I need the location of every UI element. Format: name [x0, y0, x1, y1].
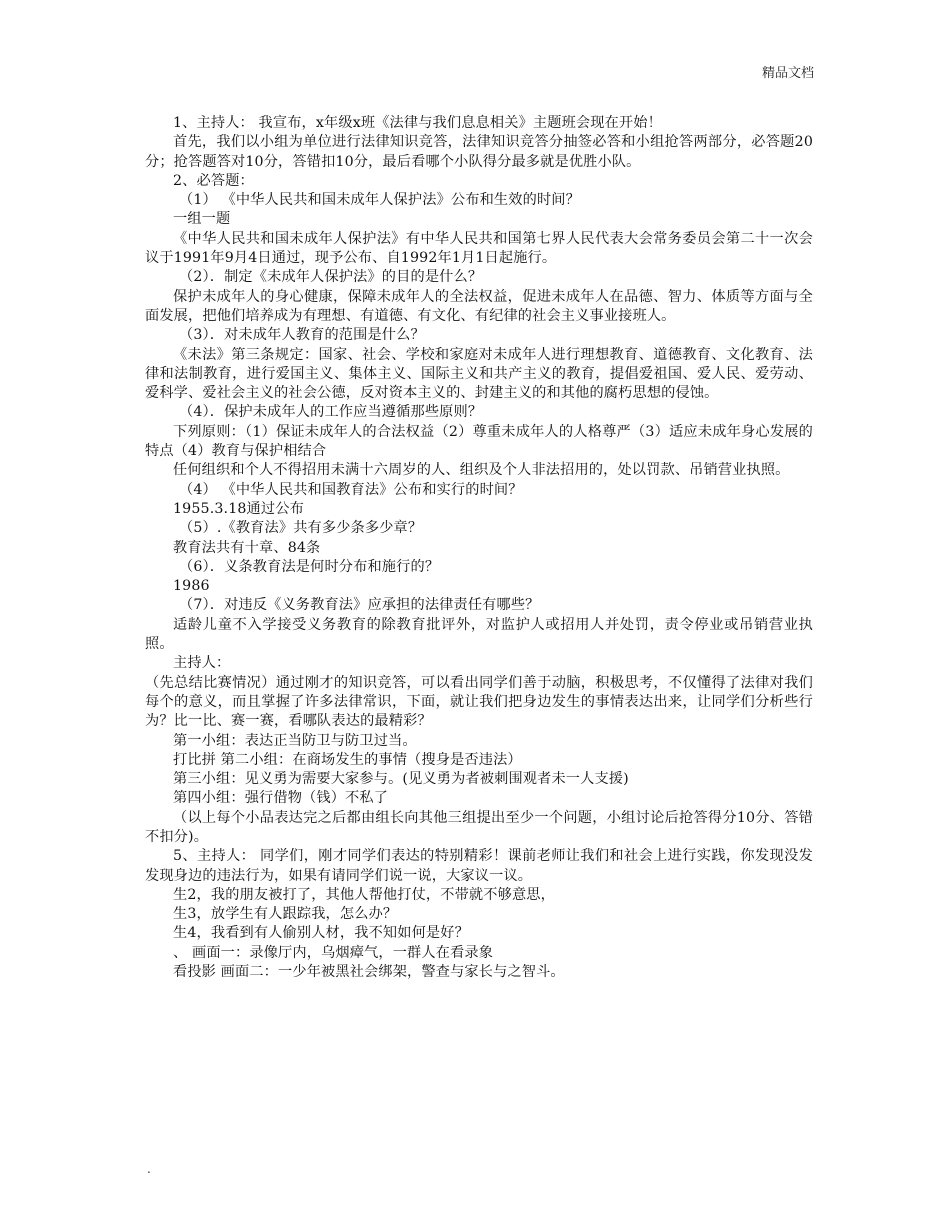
paragraph: 1986: [173, 578, 210, 595]
paragraph: 首先，我们以小组为单位进行法律知识竞答，法律知识竞答分抽签必答和小组抢答两部分，必答题20分；抢答题答对10分，答错扣10分，最后看哪个小队得分最多就是优胜小队。: [145, 134, 813, 170]
paragraph: （2）．制定《未成年人保护法》的目的是什么？: [179, 269, 483, 286]
paragraph: 、 画面一：录像厅内，乌烟瘴气，一群人在看录象: [173, 944, 494, 961]
paragraph: （3）．对未成年人教育的范围是什么？: [179, 327, 425, 344]
paragraph: 任何组织和个人不得招用未满十六周岁的人、组织及个人非法招用的，处以罚款、吊销营业执照。: [173, 462, 790, 479]
paragraph: 1、主持人： 我宣布，x年级x班《法律与我们息息相关》主题班会现在开始！: [173, 115, 662, 131]
paragraph: 生2，我的朋友被打了，其他人帮他打仗，不带就不够意思，: [173, 886, 555, 903]
footer-mark: .: [147, 1162, 151, 1176]
paragraph: 2、必答题：: [173, 172, 254, 189]
paragraph: 下列原则：（1）保证未成年人的合法权益（2）尊重未成年人的人格尊严（3）适应未成年身心发展的特点（4）教育与保护相结合: [145, 423, 813, 460]
paragraph: （1） 《中华人民共和国未成年人保护法》公布和生效的时间？: [179, 192, 580, 209]
paragraph: 看投影 画面二：一少年被黑社会绑架，警查与家长与之智斗。: [173, 964, 565, 981]
paragraph: 第四小组：强行借物（钱）不私了: [173, 790, 389, 807]
header-tag: 精品文档: [761, 66, 814, 81]
paragraph: （4）．保护未成年人的工作应当遵循那些原则？: [179, 404, 483, 421]
paragraph: 一组一题: [173, 211, 231, 228]
paragraph: 适龄儿童不入学接受义务教育的除教育批评外，对监护人或招用人并处罚，责令停业或吊销营业执照。: [145, 616, 813, 653]
paragraph: 生3，放学生有人跟踪我，怎么办？: [173, 906, 398, 923]
paragraph: 打比拼 第二小组：在商场发生的事情（搜身是否违法）: [173, 751, 522, 768]
paragraph: 第一小组：表达正当防卫与防卫过当。: [173, 732, 417, 749]
paragraph: （7）．对违反《义务教育法》应承担的法律责任有哪些？: [179, 597, 540, 614]
paragraph: 保护未成年人的身心健康，保障未成年人的全法权益，促进未成年人在品德、智力、体质等方面与全面发展，把他们培养成为有理想、有道德、有文化、有纪律的社会主义事业接班人。: [145, 288, 813, 324]
paragraph: （5）.《教育法》共有多少条多少章？: [179, 520, 423, 537]
document-body: [145, 114, 813, 982]
paragraph: 第三小组：见义勇为需要大家参与。(见义勇为者被刺围观者未一人支援): [173, 771, 629, 788]
paragraph: 教育法共有十章、84条: [173, 539, 321, 556]
paragraph: 1955.3.18通过公布: [173, 500, 304, 517]
paragraph: 《中华人民共和国未成年人保护法》有中华人民共和国第七界人民代表大会常务委员会第二十一次会议于1991年9月4日通过，现予公布、自1992年1月1日起施行。: [145, 230, 813, 267]
paragraph: （以上每个小品表达完之后都由组长向其他三组提出至少一个问题，小组讨论后抢答得分10分、答错不扣分)。: [145, 809, 813, 845]
paragraph: （6）．义条教育法是何时分布和施行的？: [179, 558, 440, 575]
paragraph: （先总结比赛情况）通过刚才的知识竞答，可以看出同学们善于动脑，积极思考，不仅懂得了法律对我们每个的意义，而且掌握了许多法律常识，下面，就让我们把身边发生的事情表达出来，让同学们分析些行为？比一比、赛一赛，看哪队表达的最精彩？: [145, 674, 813, 730]
paragraph: 生4，我看到有人偷别人材，我不知如何是好？: [173, 925, 469, 942]
paragraph: 5、主持人： 同学们，刚才同学们表达的特别精彩！课前老师让我们和社会上进行实践，你发现没发发现身边的违法行为，如果有请同学们说一说，大家议一议。: [145, 848, 813, 884]
paragraph: （4） 《中华人民共和国教育法》公布和实行的时间？: [179, 481, 523, 498]
paragraph: 《未法》第三条规定：国家、社会、学校和家庭对未成年人进行理想教育、道德教育、文化教育、法律和法制教育，进行爱国主义、集体主义、国际主义和共产主义的教育，提倡爱祖国、爱人民、爱劳动、爱科学、爱社会主义的社会公德，反对资本主义的、封建主义的和其他的腐朽思想的侵蚀。: [145, 346, 813, 402]
paragraph: 主持人：: [173, 655, 231, 672]
